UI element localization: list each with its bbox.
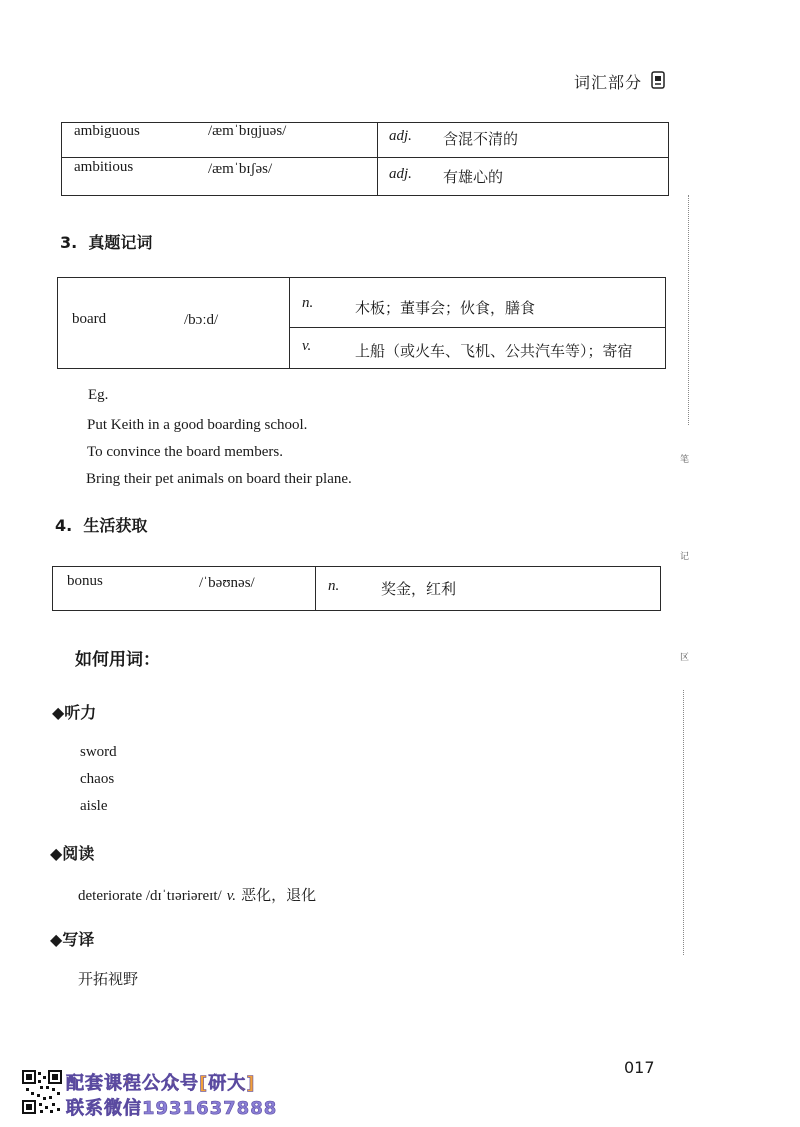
reading-entry	[78, 884, 316, 905]
part-of-speech: v.	[302, 338, 312, 354]
section-heading	[60, 230, 152, 253]
word: board	[72, 311, 107, 327]
example-label: Eg.	[88, 387, 109, 403]
chapter-header: 词汇部分	[574, 73, 643, 92]
part-of-speech: adj.	[389, 166, 412, 182]
page-number: 017	[624, 1058, 655, 1077]
meaning: 含混不清的	[443, 130, 519, 148]
example-sentence: Put Keith in a good boarding school.	[87, 417, 308, 433]
part-of-speech: adj.	[389, 128, 412, 144]
chapter-tag-icon	[651, 71, 665, 89]
phonetic: /æmˈbɪʃəs/	[208, 161, 273, 177]
column-divider	[315, 566, 316, 611]
watermark-line-2: 联系微信1931637888	[66, 1098, 278, 1119]
part-of-speech: v.	[226, 888, 237, 904]
watermark-line-1: 配套课程公众号[研大]	[66, 1073, 256, 1094]
part-of-speech: n.	[302, 295, 314, 311]
column-divider	[289, 277, 290, 369]
listening-word: aisle	[80, 798, 108, 814]
notes-margin-line	[683, 690, 684, 955]
phonetic: /ˈbəʊnəs/	[199, 575, 255, 591]
writing-label: ◆写译	[50, 930, 95, 949]
word: bonus	[67, 573, 103, 589]
notes-margin-char: 区	[680, 653, 690, 663]
notes-margin-char: 记	[680, 552, 690, 562]
meaning: 恶化，退化	[241, 886, 317, 904]
notes-margin-char: 笔	[680, 455, 690, 465]
meaning: 有雄心的	[443, 168, 504, 186]
table-border	[61, 122, 669, 196]
section-heading	[55, 513, 147, 536]
row-divider	[61, 157, 669, 158]
example-sentence: To convince the board members.	[87, 444, 283, 460]
phonetic: /bɔːd/	[184, 312, 219, 328]
part-of-speech: n.	[328, 578, 340, 594]
writing-entry: 开拓视野	[78, 970, 139, 988]
word: ambiguous	[74, 123, 140, 139]
meaning: 木板；董事会；伙食，膳食	[355, 299, 536, 317]
column-divider	[377, 122, 378, 196]
row-divider	[289, 327, 666, 328]
phonetic: /æmˈbɪɡjuəs/	[208, 123, 287, 139]
listening-label: ◆听力	[52, 703, 97, 722]
reading-word: deteriorate /dɪˈtɪəriəreɪt/	[78, 888, 222, 904]
section-number: 4.	[55, 516, 73, 535]
section-number: 3.	[60, 233, 78, 252]
usage-title: 如何用词：	[75, 650, 160, 670]
example-sentence: Bring their pet animals on board their plane.	[86, 471, 352, 487]
word: ambitious	[74, 159, 134, 175]
reading-label: ◆阅读	[50, 844, 95, 863]
listening-word: chaos	[80, 771, 115, 787]
section-title: 生活获取	[83, 516, 148, 535]
meaning: 奖金，红利	[381, 580, 457, 598]
notes-margin-line	[688, 195, 689, 425]
section-title: 真题记词	[88, 233, 153, 252]
qr-code-icon	[22, 1070, 62, 1114]
table-border	[52, 566, 661, 611]
listening-word: sword	[80, 744, 117, 760]
meaning: 上船（或火车、飞机、公共汽车等）；寄宿	[355, 342, 633, 360]
